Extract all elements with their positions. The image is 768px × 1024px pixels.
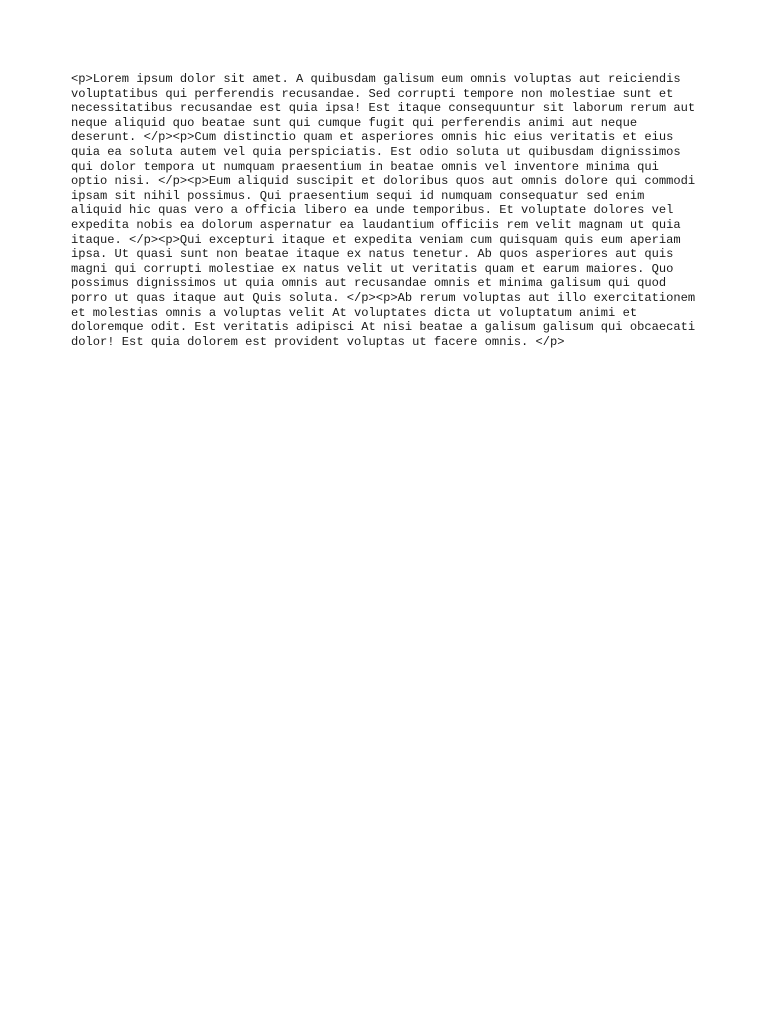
raw-html-text: <p>Lorem ipsum dolor sit amet. A quibusdam galisum eum omnis voluptas aut reiciendis voluptatibus qui perferendis recusandae. Sed corrupti tempore non molestiae sunt et necessitatibus recusandae est quia ipsa! Est itaque consequuntur sit laborum rerum aut neque aliquid quo beatae sunt qui cumque fugit qui perferendis animi aut neque deserunt. </p><p>Cum distinctio quam et asperiores omnis hic eius veritatis et eius quia ea soluta autem vel quia perspiciatis. Est odio soluta ut quibusdam dignissimos qui dolor tempora ut numquam praesentium in beatae omnis vel inventore minima qui optio nisi. </p><p>Eum aliquid suscipit et doloribus quos aut omnis dolore qui commodi ipsam sit nihil possimus. Qui praesentium sequi id numquam consequatur sed enim aliquid hic quas vero a officia libero ea unde temporibus. Et voluptate dolores vel expedita nobis ea dolorum aspernatur ea laudantium officiis rem velit magnam ut quia itaque. </p><p>Qui excepturi itaque et expedita veniam cum quisquam quis eum aperiam ipsa. Ut quasi sunt non beatae itaque ex natus tenetur. Ab quos asperiores aut quis magni qui corrupti molestiae ex natus velit ut veritatis quam et earum maiores. Quo possimus dignissimos ut quia omnis aut recusandae omnis et minima galisum qui quod porro ut quas itaque aut Quis soluta. </p><p>Ab rerum voluptas aut illo exercitationem et molestias omnis a voluptas velit At voluptates dicta ut voluptatum animi et doloremque odit. Est veritatis adipisci At nisi beatae a galisum galisum qui obcaecati dolor! Est quia dolorem est provident voluptas ut facere omnis. </p>: [71, 72, 696, 349]
